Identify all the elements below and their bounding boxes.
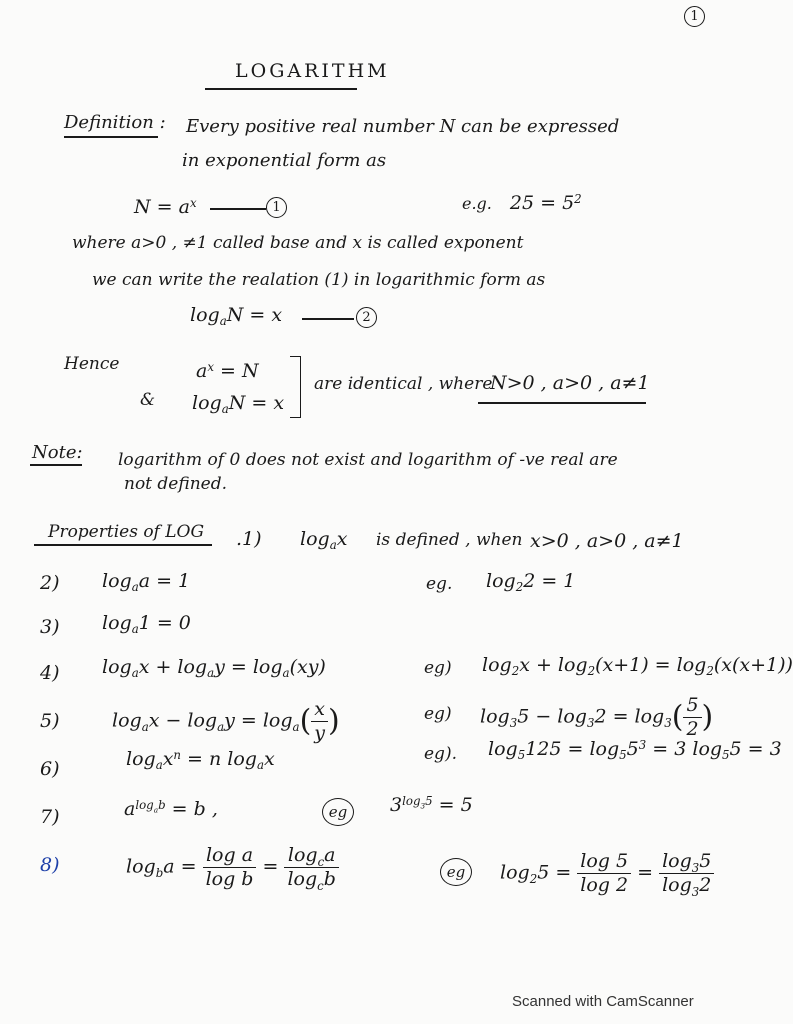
property-3-number: 3) — [40, 616, 60, 638]
property-8-example: $\log_25$ = $\frac{\log 5}{\log 2}$ = $\frac{\log_35}{\log_32}$ — [500, 852, 714, 895]
definition-line1: Every positive real number N can be expressed — [186, 116, 620, 137]
hence-row-2: $\log_aN = x$ — [192, 392, 285, 417]
property-4-example: $\log_2x + \log_2(x+1) = \log_2(x(x+1))$ — [482, 654, 793, 679]
property-4-eg-label: eg) — [424, 658, 452, 678]
property-4-number: 4) — [40, 662, 60, 684]
title-underline — [205, 88, 357, 90]
property-4-expression: $\log_ax + \log_ay = \log_a(xy)$ — [102, 656, 326, 681]
equation-1-base: N = a — [134, 196, 190, 218]
equation-2: $\log_aN = x$ — [190, 304, 283, 329]
property-5-expression: $\log_ax - \log_ay = \log_a$( $\frac{x}{y}$ ) — [112, 698, 340, 744]
example-value: 25 = 5 — [509, 192, 575, 214]
property-6-eg-label: eg). — [424, 744, 457, 764]
hence-row-1: $a^x = N$ — [196, 359, 259, 382]
note-underline — [30, 464, 82, 466]
example-label: e.g. — [462, 194, 492, 213]
property-7-expression: $a^{log_ab} = b$ , — [124, 797, 218, 820]
property-5-example: $\log_35 - \log_32 = \log_3$( $\frac{5}{2}$ ) — [480, 694, 714, 740]
property-5-number: 5) — [40, 710, 60, 732]
page-title: LOGARITHM — [235, 60, 390, 82]
property-8-eg-label: eg — [440, 858, 472, 886]
relation-line: we can write the realation (1) in logarithmic form as — [92, 270, 546, 290]
equation-1-dash — [210, 208, 266, 210]
property-6-number: 6) — [40, 758, 60, 780]
equation-2-number: 2 — [356, 307, 377, 328]
definition-line2: in exponential form as — [182, 150, 387, 171]
equation-2-dash — [302, 318, 354, 320]
note-line2: not defined. — [124, 474, 227, 494]
equation-1 — [134, 195, 197, 218]
hence-condition-underline — [478, 402, 646, 404]
property-2-number: 2) — [40, 572, 60, 594]
hence-condition: N>0 , a>0 , a≠1 — [490, 372, 650, 394]
property-1-number: .1) — [236, 528, 262, 550]
property-1-text: is defined , when — [376, 530, 523, 550]
properties-underline — [34, 544, 212, 546]
property-2-example: $\log_22 = 1$ — [486, 570, 576, 595]
property-6-example: $\log_5125 = \log_55^3 = 3$ $\log_55 = 3$ — [488, 737, 782, 763]
property-3-expression: $\log_a1 = 0$ — [102, 612, 191, 637]
equation-1-number: 1 — [266, 197, 287, 218]
property-1-condition: x>0 , a>0 , a≠1 — [530, 530, 684, 552]
definition-underline — [64, 136, 158, 138]
note-line1: logarithm of 0 does not exist and logarithm of -ve real are — [118, 450, 618, 470]
property-2-expression: $\log_aa = 1$ — [102, 570, 191, 595]
example-exponent: 2 — [574, 191, 582, 206]
where-line: where a>0 , ≠1 called base and x is called exponent — [72, 233, 524, 253]
hence-bracket — [290, 356, 301, 418]
property-7-example: $3^{log_35} = 5$ — [390, 793, 473, 816]
definition-example — [462, 191, 582, 214]
scanner-watermark: Scanned with CamScanner — [512, 993, 694, 1010]
page-number: 1 — [684, 6, 705, 27]
note-label: Note: — [32, 442, 83, 463]
equation-1-exponent: x — [189, 195, 197, 210]
property-8-expression: $\log_ba$ = $\frac{\text{log a}}{\text{log b}}$ = $\frac{\log_ca}{\log_cb}$ — [126, 846, 339, 889]
hence-label: Hence — [64, 354, 120, 374]
property-8-number: 8) — [40, 854, 60, 876]
property-1-expression: $\log_ax$ — [300, 528, 348, 553]
property-7-eg-label: eg — [322, 798, 354, 826]
property-6-expression: $\log_ax^n = n$ $\log_ax$ — [126, 747, 275, 773]
properties-label: Properties of LOG — [48, 522, 205, 542]
definition-label: Definition : — [64, 112, 166, 133]
property-7-number: 7) — [40, 806, 60, 828]
property-2-eg-label: eg. — [426, 574, 453, 594]
hence-statement: are identical , where — [314, 374, 493, 394]
property-5-eg-label: eg) — [424, 704, 452, 724]
hence-ampersand: & — [140, 390, 156, 410]
